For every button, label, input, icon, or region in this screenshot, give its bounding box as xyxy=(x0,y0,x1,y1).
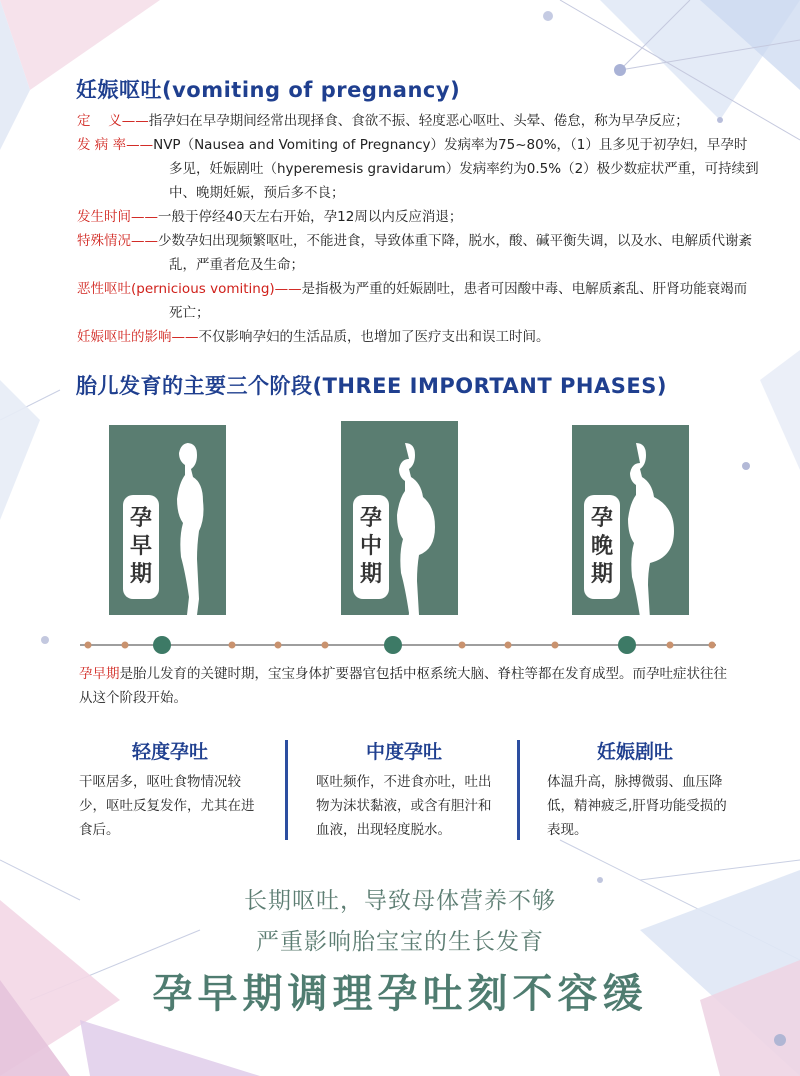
impact-label: 妊娠呕吐的影响—— xyxy=(77,329,199,345)
stage-char: 期 xyxy=(359,562,382,587)
phase-note xyxy=(79,662,729,710)
severity-title-severe: 妊娠剧吐 xyxy=(596,741,673,763)
stage-card-mid xyxy=(341,421,458,615)
pernicious-row xyxy=(77,277,759,325)
pernicious-text: 是指极为严重的妊娠剧吐，患者可因酸中毒、电解质紊乱、肝肾功能衰竭而死亡； xyxy=(169,281,748,321)
special-case-row xyxy=(77,229,759,277)
severity-desc-mild: 干呕居多，呕吐食物情况较少，呕吐反复发作，尤其在进食后。 xyxy=(79,774,255,838)
incidence-text: NVP（Nausea and Vomiting of Pregnancy）发病率为75~80%，（1）且多见于初孕妇，早孕时多见，妊娠剧吐（hyperemesis gravidarum）发病率约为0.5%（2）极少数症状严重，可持续到中、晚期妊娠，预后多不良； xyxy=(153,137,759,201)
stage-char: 晚 xyxy=(590,534,613,559)
stage-label-mid xyxy=(353,495,389,599)
stage-label-early xyxy=(123,495,159,599)
column-divider xyxy=(285,740,288,840)
definition-text: 指孕妇在早孕期间经常出现择食、食欲不振、轻度恶心呕吐、头晕、倦怠，称为早孕反应； xyxy=(148,113,689,129)
severity-title-mild: 轻度孕吐 xyxy=(131,741,208,763)
severity-title-moderate: 中度孕吐 xyxy=(365,741,442,763)
footer-slogan: 孕早期调理孕吐刻不容缓 xyxy=(152,971,648,1017)
stage-card-early xyxy=(109,425,226,615)
stage-char: 中 xyxy=(359,534,382,559)
special-case-label: 特殊情况—— xyxy=(77,233,158,249)
stage-char: 期 xyxy=(590,562,613,587)
phase-note-highlight: 孕早期 xyxy=(79,666,120,682)
definition-label: 定 义—— xyxy=(77,113,149,129)
column-divider xyxy=(517,740,520,840)
stage-char: 孕 xyxy=(590,506,613,531)
stage-char: 孕 xyxy=(359,506,382,531)
stage-label-late xyxy=(584,495,620,599)
stage-card-late xyxy=(572,425,689,615)
stage-char: 孕 xyxy=(129,506,152,531)
impact-text: 不仅影响孕妇的生活品质，也增加了医疗支出和误工时间。 xyxy=(198,329,550,345)
special-case-text: 少数孕妇出现频繁呕吐，不能进食，导致体重下降，脱水，酸、碱平衡失调，以及水、电解质代谢紊乱，严重者危及生命； xyxy=(158,233,752,273)
onset-row xyxy=(77,205,757,229)
incidence-label: 发 病 率—— xyxy=(77,137,154,153)
onset-label: 发生时间—— xyxy=(77,209,158,225)
stage-text xyxy=(584,505,620,589)
footer-line-2: 严重影响胎宝宝的生长发育 xyxy=(256,929,544,955)
incidence-row xyxy=(77,133,759,205)
phase-note-text: 是胎儿发育的关键时期，宝宝身体扩要器官包括中枢系统大脑、脊柱等都在发育成型。而孕吐症状往往从这个阶段开始。 xyxy=(79,666,727,706)
severity-desc-moderate: 呕吐频作，不进食亦吐，吐出物为沫状黏液，或含有胆汁和血液，出现轻度脱水。 xyxy=(316,774,492,838)
stage-char: 期 xyxy=(129,562,152,587)
definition-row xyxy=(77,109,757,133)
pernicious-label: 恶性呕吐(pernicious vomiting)—— xyxy=(77,281,302,297)
section-vomiting-title: 妊娠呕吐(vomiting of pregnancy) xyxy=(76,78,461,102)
stage-text xyxy=(353,505,389,589)
section-phases-title: 胎儿发育的主要三个阶段(THREE IMPORTANT PHASES) xyxy=(76,374,667,398)
timeline xyxy=(0,630,800,660)
stage-char: 早 xyxy=(129,534,152,559)
stage-text xyxy=(123,505,159,589)
severity-desc-severe: 体温升高，脉搏微弱、血压降低，精神疲乏,肝肾功能受损的表现。 xyxy=(547,774,727,838)
impact-row xyxy=(77,325,757,349)
footer-line-1: 长期呕吐，导致母体营养不够 xyxy=(244,888,556,914)
onset-text: 一般于停经40天左右开始，孕12周以内反应消退； xyxy=(158,209,463,225)
